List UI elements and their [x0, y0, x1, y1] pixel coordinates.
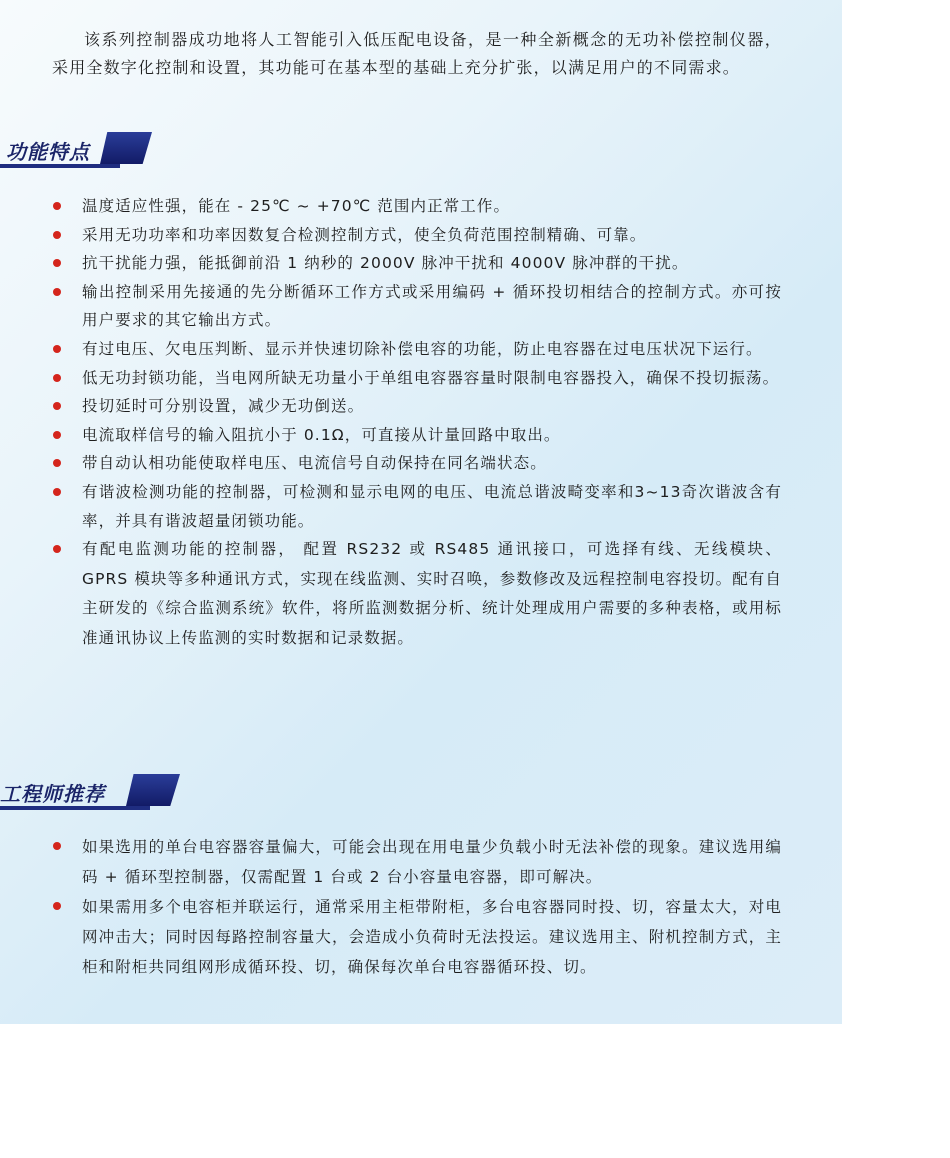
features-heading: [0, 132, 152, 168]
list-item: 投切延时可分别设置，减少无功倒送。: [52, 392, 782, 421]
list-item: 如果选用的单台电容器容量偏大，可能会出现在用电量少负载小时无法补偿的现象。建议选用编码 + 循环型控制器，仅需配置 1 台或 2 台小容量电容器，即可解决。: [52, 832, 782, 892]
heading-tab: [100, 132, 152, 164]
bullet-icon: [53, 545, 61, 553]
recommend-title: 工程师推荐: [0, 782, 105, 806]
bullet-icon: [53, 402, 61, 410]
list-item: 带自动认相功能使取样电压、电流信号自动保持在同名端状态。: [52, 449, 782, 478]
recommend-list: [52, 832, 782, 982]
bullet-icon: [53, 231, 61, 239]
list-item: 有过电压、欠电压判断、显示并快速切除补偿电容的功能，防止电容器在过电压状况下运行。: [52, 335, 782, 364]
bullet-icon: [53, 345, 61, 353]
bullet-icon: [53, 459, 61, 467]
intro-paragraph: 该系列控制器成功地将人工智能引入低压配电设备，是一种全新概念的无功补偿控制仪器，采用全数字化控制和设置，其功能可在基本型的基础上充分扩张，以满足用户的不同需求。: [52, 30, 782, 77]
list-item: 采用无功功率和功率因数复合检测控制方式，使全负荷范围控制精确、可靠。: [52, 221, 782, 250]
bullet-icon: [53, 488, 61, 496]
features-title: 功能特点: [6, 140, 90, 164]
list-item: 温度适应性强，能在 - 25℃ ~ +70℃ 范围内正常工作。: [52, 192, 782, 221]
bullet-icon: [53, 842, 61, 850]
bullet-icon: [53, 259, 61, 267]
heading-tab: [126, 774, 180, 806]
list-item: 如果需用多个电容柜并联运行，通常采用主柜带附柜，多台电容器同时投、切，容量太大，对电网冲击大；同时因每路控制容量大，会造成小负荷时无法投运。建议选用主、附机控制方式，主柜和附柜共同组网形成循环投、切，确保每次单台电容器循环投、切。: [52, 892, 782, 982]
bullet-icon: [53, 202, 61, 210]
list-item: 有配电监测功能的控制器， 配置 RS232 或 RS485 通讯接口，可选择有线、无线模块、GPRS 模块等多种通讯方式，实现在线监测、实时召唤，参数修改及远程控制电容投切。配有自主研发的《综合监测系统》软件，将所监测数据分析、统计处理成用户需要的多种表格，或用标准通讯协议上传监测的实时数据和记录数据。: [52, 535, 782, 653]
features-list: [52, 192, 782, 653]
list-item: 低无功封锁功能，当电网所缺无功量小于单组电容器容量时限制电容器投入，确保不投切振荡。: [52, 364, 782, 393]
bullet-icon: [53, 431, 61, 439]
list-item: 输出控制采用先接通的先分断循环工作方式或采用编码 + 循环投切相结合的控制方式。亦可按用户要求的其它输出方式。: [52, 278, 782, 335]
bullet-icon: [53, 902, 61, 910]
list-item: 抗干扰能力强，能抵御前沿 1 纳秒的 2000V 脉冲干扰和 4000V 脉冲群的干扰。: [52, 249, 782, 278]
recommend-heading: [0, 774, 180, 810]
bullet-icon: [53, 288, 61, 296]
bullet-icon: [53, 374, 61, 382]
list-item: 电流取样信号的输入阻抗小于 0.1Ω，可直接从计量回路中取出。: [52, 421, 782, 450]
list-item: 有谐波检测功能的控制器，可检测和显示电网的电压、电流总谐波畸变率和3~13奇次谐波含有率，并具有谐波超量闭锁功能。: [52, 478, 782, 535]
